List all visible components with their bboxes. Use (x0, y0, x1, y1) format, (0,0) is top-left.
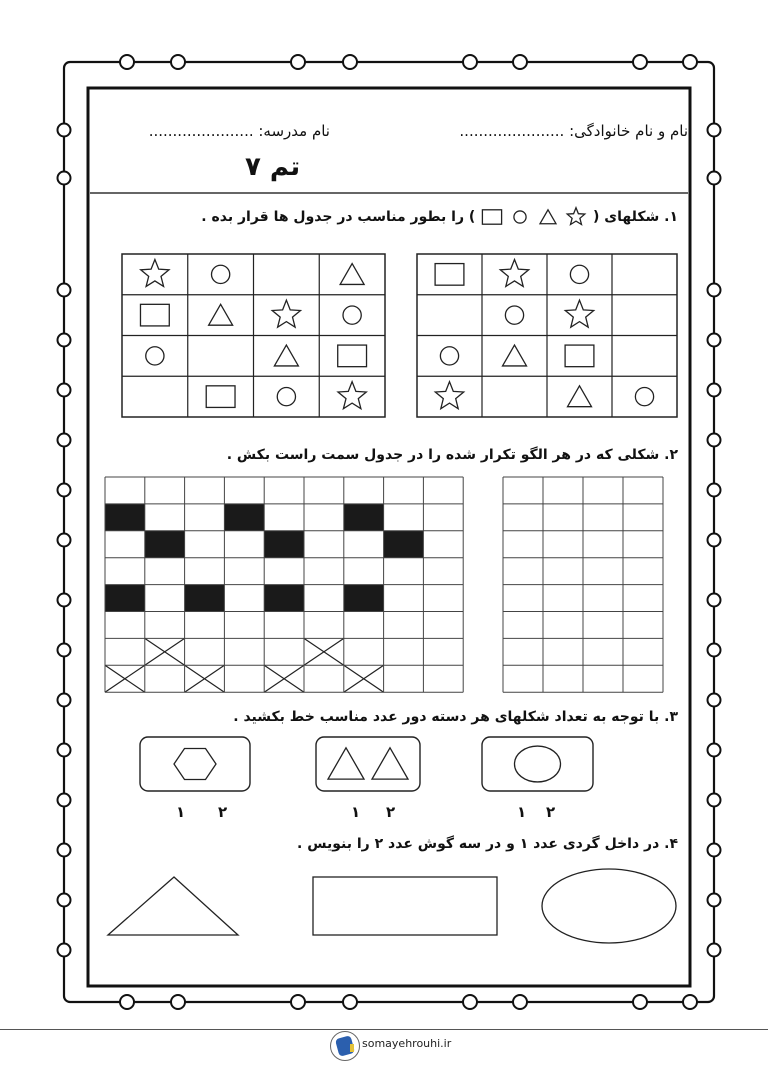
shape-group-box (140, 737, 250, 791)
square-shape (565, 345, 594, 367)
website-link[interactable]: somayehrouhi.ir (362, 1037, 452, 1050)
hexagon-shape (174, 749, 216, 780)
triangle-shape (328, 748, 364, 779)
triangle-shape (340, 264, 364, 285)
group-box-outline (316, 737, 420, 791)
page-title: تم ۷ (245, 152, 301, 182)
site-logo (330, 1031, 360, 1061)
circle-shape (343, 306, 361, 324)
shape-group-box (316, 737, 420, 791)
circle-shape (570, 265, 588, 283)
star-shape (567, 208, 585, 225)
group-3-option-1[interactable]: ۱ (517, 803, 527, 821)
filled-cell (264, 585, 304, 612)
circle-shape (440, 347, 458, 365)
filled-cell (344, 585, 384, 612)
filled-cell (185, 585, 225, 612)
star-shape (500, 260, 528, 287)
answer-grid (503, 477, 663, 692)
inline-shapes (480, 206, 588, 228)
footer-divider (0, 1029, 768, 1030)
question-4: ۴. در داخل گردی عدد ۱ و در سه گوش عدد ۲ را بنویس . (297, 836, 678, 852)
question-1 (201, 206, 678, 228)
square-shape (338, 345, 367, 367)
square-shape (140, 304, 169, 326)
square-shape (483, 210, 502, 224)
ellipse-shape (515, 746, 561, 782)
group-1-option-2[interactable]: ۲ (218, 803, 228, 821)
question-1-shape-list (480, 206, 588, 228)
group-3-option-2[interactable]: ۲ (546, 803, 556, 821)
star-shape (565, 300, 593, 327)
filled-cell (105, 585, 145, 612)
group-1-option-1[interactable]: ۱ (176, 803, 186, 821)
filled-cell (145, 531, 185, 558)
left-shape-table (122, 254, 385, 417)
circle-shape (277, 388, 295, 406)
group-2-option-2[interactable]: ۲ (386, 803, 396, 821)
filled-cell (105, 504, 145, 531)
right-shape-table (417, 254, 677, 417)
triangle-shape (274, 345, 298, 366)
large-triangle (108, 877, 238, 935)
question-1-prefix: ۱. شکلهای ( (593, 209, 678, 225)
triangle-shape (503, 345, 527, 366)
star-shape (435, 382, 463, 409)
question-3: ۳. با توجه به تعداد شکلهای هر دسته دور عدد مناسب خط بکشید . (233, 709, 678, 725)
group-box-outline (482, 737, 593, 791)
filled-cell (264, 531, 304, 558)
star-shape (338, 382, 366, 409)
student-name-field[interactable]: نام و نام خانوادگی: ...................... (459, 122, 688, 140)
square-shape (206, 386, 235, 408)
circle-shape (635, 388, 653, 406)
circle-shape (212, 265, 230, 283)
group-2-option-1[interactable]: ۱ (351, 803, 361, 821)
star-shape (272, 300, 300, 327)
large-rectangle (313, 877, 497, 935)
triangle-shape (372, 748, 408, 779)
filled-cell (224, 504, 264, 531)
star-shape (141, 260, 169, 287)
triangle-shape (209, 304, 233, 325)
filled-cell (344, 504, 384, 531)
large-ellipse (542, 869, 676, 943)
triangle-shape (568, 386, 592, 407)
circle-shape (514, 211, 526, 223)
shape-group-box (482, 737, 593, 791)
group-box-outline (140, 737, 250, 791)
pattern-grid (105, 477, 463, 692)
circle-shape (505, 306, 523, 324)
school-name-field[interactable]: نام مدرسه: ...................... (148, 122, 330, 140)
triangle-shape (540, 210, 556, 224)
circle-shape (146, 347, 164, 365)
question-1-suffix: ) را بطور مناسب در جدول ها قرار بده . (201, 209, 476, 225)
square-shape (435, 264, 464, 286)
question-2: ۲. شکلی که در هر الگو تکرار شده را در جدول سمت راست بکش . (226, 447, 678, 463)
filled-cell (384, 531, 424, 558)
